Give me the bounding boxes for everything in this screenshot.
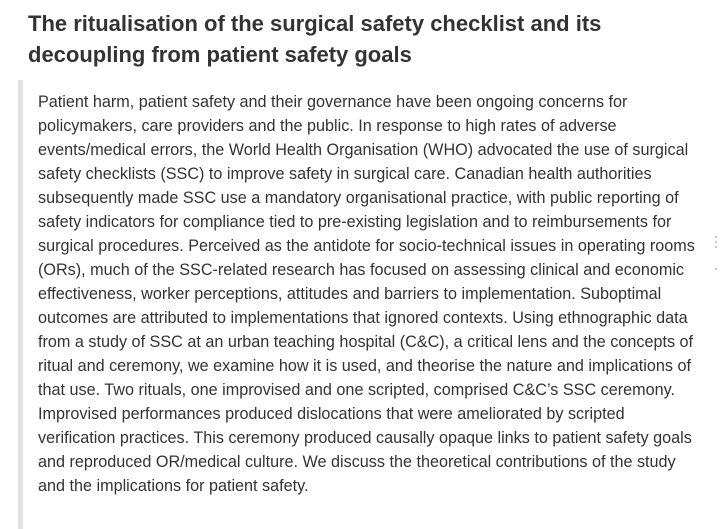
article-title: The ritualisation of the surgical safety checklist and its decoupling from patient safety goals bbox=[28, 11, 602, 67]
scroll-edge-mark bbox=[715, 236, 717, 238]
scroll-edge-mark bbox=[715, 268, 717, 270]
scroll-edge-mark bbox=[715, 241, 717, 243]
abstract-text: Patient harm, patient safety and their governance have been ongoing concerns for policymakers, care providers and the public. In response to high rates of adverse events/medical errors, the World Health Organisation (WHO) advocated the use of surgical safety checklists (SSC) to improve safety in surgical care. Canadian health authorities subsequently made SSC use a mandatory organisational practice, with public reporting of safety indicators for compliance tied to pre-existing legislation and to reimbursements for surgical procedures. Perceived as the antidote for socio-technical issues in operating rooms (ORs), much of the SSC-related research has focused on assessing clinical and economic effectiveness, worker perceptions, attitudes and barriers to implementation. Suboptimal outcomes are attributed to implementations that ignored contexts. Using ethnographic data from a study of SSC at an urban teaching hospital (C&C), a critical lens and the concepts of ritual and ceremony, we examine how it is used, and theorise the nature and implications of that use. Two rituals, one improvised and one scripted, comprised C&C’s SSC ceremony. Improvised performances produced dislocations that were ameliorated by scripted verification practices. This ceremony produced causally opaque links to patient safety goals and reproduced OR/medical culture. We discuss the theoretical contributions of the study and the implications for patient safety. bbox=[38, 93, 695, 495]
scroll-edge-mark bbox=[715, 246, 717, 248]
abstract-blockquote bbox=[18, 80, 708, 529]
